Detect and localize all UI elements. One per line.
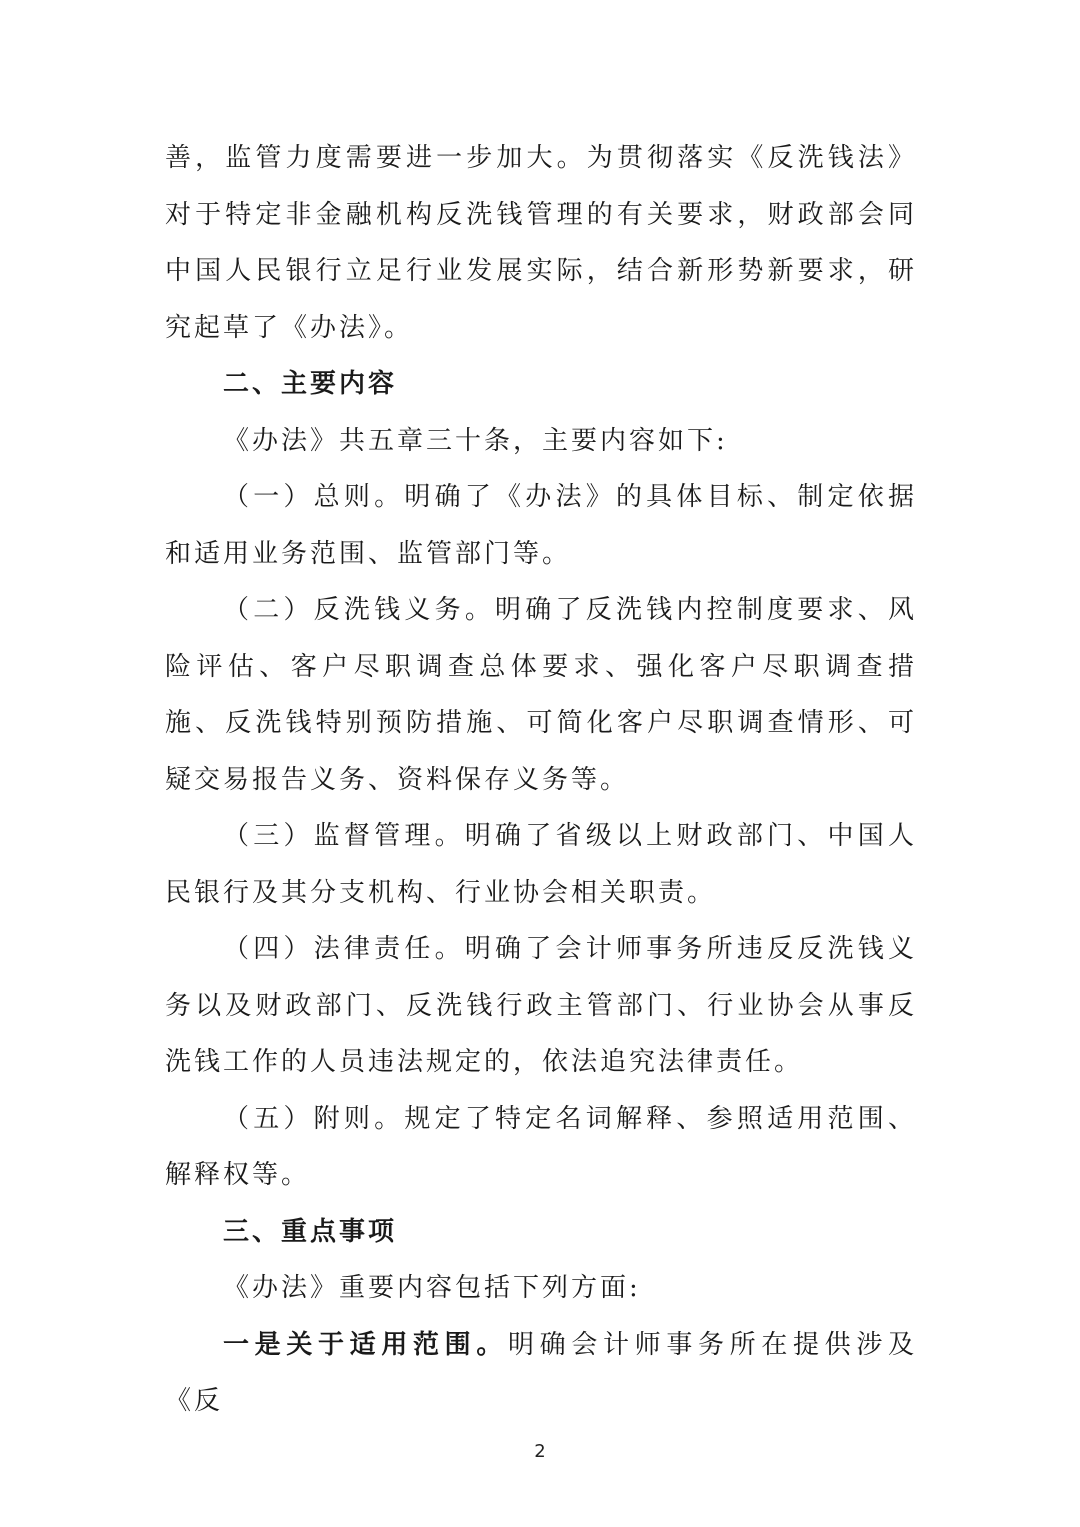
paragraph-scope	[165, 1317, 917, 1430]
section-heading-main-content: 二、主要内容	[223, 369, 398, 399]
scope-lead: 一是关于适用范围。	[223, 1329, 508, 1360]
paragraph-key-items-intro: 《办法》重要内容包括下列方面:	[223, 1273, 641, 1303]
section-heading-key-items: 三、重点事项	[223, 1216, 398, 1247]
paragraph-continuation: 善，监管力度需要进一步加大。为贯彻落实《反洗钱法》对于特定非金融机构反洗钱管理的有关要求，财政部会同中国人民银行立足行业发展实际，结合新形势新要求，研究起草了《办法》。	[165, 143, 917, 343]
document-body	[165, 130, 917, 1430]
paragraph-legal-liability: （四）法律责任。明确了会计师事务所违反反洗钱义务以及财政部门、反洗钱行政主管部门、行业协会从事反洗钱工作的人员违法规定的，依法追究法律责任。	[165, 934, 917, 1077]
paragraph-overview: 《办法》共五章三十条，主要内容如下:	[223, 425, 728, 456]
scope-text: 明确会计师事务所在提供涉及《反	[165, 1329, 917, 1416]
paragraph-supervision: （三）监督管理。明确了省级以上财政部门、中国人民银行及其分支机构、行业协会相关职责。	[165, 821, 917, 908]
page-number: 2	[534, 1441, 546, 1462]
paragraph-aml-obligations: （二）反洗钱义务。明确了反洗钱内控制度要求、风险评估、客户尽职调查总体要求、强化客户尽职调查措施、反洗钱特别预防措施、可简化客户尽职调查情形、可疑交易报告义务、资料保存义务等。	[165, 595, 917, 795]
paragraph-supplementary: （五）附则。规定了特定名词解释、参照适用范围、解释权等。	[165, 1103, 917, 1190]
paragraph-general-provisions: （一）总则。明确了《办法》的具体目标、制定依据和适用业务范围、监管部门等。	[165, 482, 917, 569]
